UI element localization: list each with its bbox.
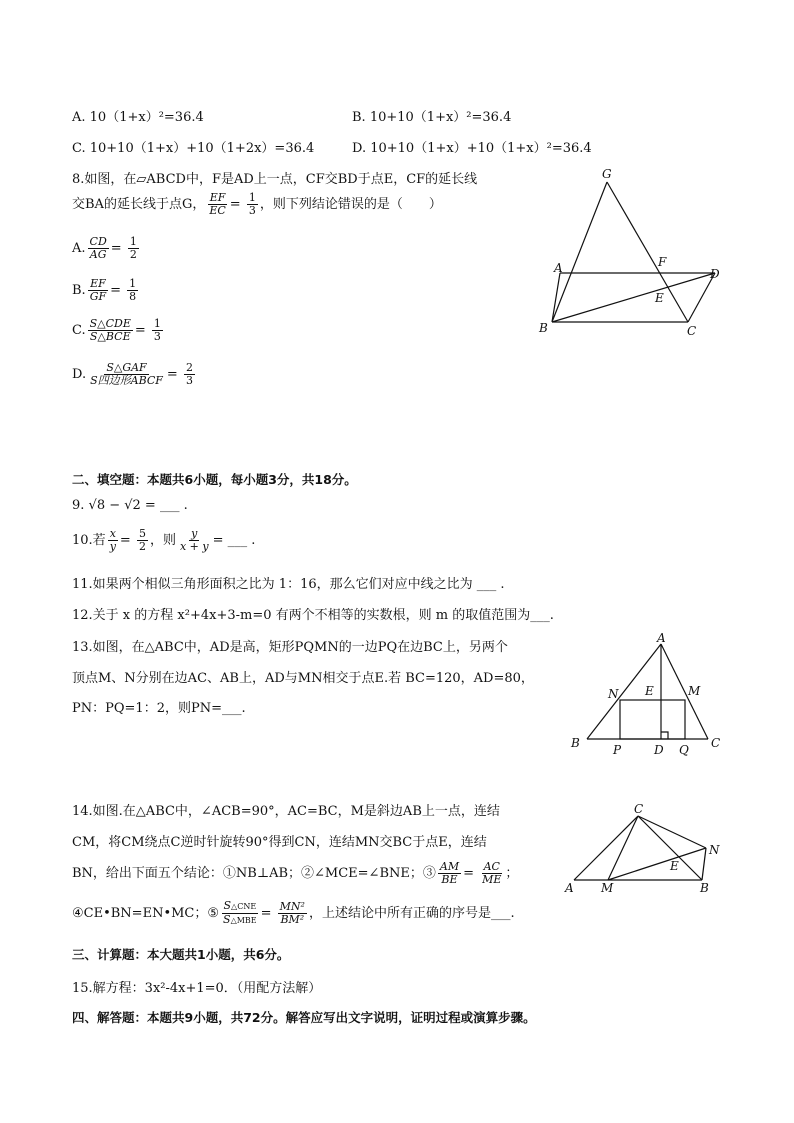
q13-triangle-figure [565,630,735,760]
q13-line3: PN：PQ=1：2，则PN=___. [72,701,246,716]
fig14-label-e: E [670,859,679,873]
fig14-label-m: M [601,881,614,895]
fig13-label-a: A [657,631,666,645]
section2-heading: 二、填空题：本题共6小题，每小题3分，共18分。 [72,472,357,487]
q8-line2: 交BA的延长线于点G， $\frac{EF}{EC}$ = $\frac{1}{3}$ ，则下列结论错误的是（ ） [72,191,442,217]
fig13-label-p: P [613,743,622,757]
q9: 9. √8 − √2 = ___ . [72,498,188,513]
fig13-label-c: C [711,736,721,750]
q14-line2: CM，将CM绕点C逆时针旋转90°得到CN，连结MN交BC于点E，连结 [72,835,487,850]
fig8-label-e: E [655,291,664,305]
fig8-label-a: A [554,261,563,275]
fig13-label-m: M [688,684,701,698]
q13-line1: 13.如图，在△ABC中，AD是高，矩形PQMN的一边PQ在边BC上，另两个 [72,640,508,655]
section4-heading: 四、解答题：本题共9小题，共72分。解答应写出文字说明，证明过程或演算步骤。 [72,1010,536,1025]
fig8-label-f: F [658,255,667,269]
q11: 11.如果两个相似三角形面积之比为 1：16，那么它们对应中线之比为 ___ . [72,577,505,592]
fig14-label-a: A [565,881,574,895]
q14-line3: BN，给出下面五个结论：①NB⊥AB；②∠MCE=∠BNE；③ $\frac{AM}{BE}$ = $\frac{AC}{ME}$ ； [72,860,519,886]
q8-option-b: B. $\frac{EF}{GF}$ = $\frac{1}{8}$ [72,277,137,303]
q8-condition-value: $\frac{1}{3}$ [248,191,256,217]
q15: 15.解方程：3x²-4x+1=0．（用配方法解） [72,981,322,996]
q7-option-a: A. 10（1+x）²=36.4 [72,110,204,125]
fig8-label-d: D [710,267,720,281]
q10: 10.若 $\frac{x}{y}$ = $\frac{5}{2}$ ，则 $\frac{y}{x + y}$ = ___ . [72,527,256,553]
q8-line2-post: ，则下列结论错误的是（ ） [259,197,442,212]
q8-option-c: C. $\frac{\text{S△CDE}}{\text{S△BCE}}$ = $\frac{1}{3}$ [72,317,161,343]
fig13-label-d: D [654,743,664,757]
q13-line2: 顶点M、N分别在边AC、AB上，AD与MN相交于点E.若 BC=120，AD=80， [72,671,534,686]
q8-line2-pre: 交BA的延长线于点G， [72,197,206,212]
q14-line1: 14.如图.在△ABC中，∠ACB=90°，AC=BC，M是斜边AB上一点，连结 [72,804,500,819]
fig14-label-b: B [700,881,709,895]
fig8-label-c: C [687,324,697,338]
fig13-label-n: N [608,687,619,701]
fig14-label-c: C [634,802,644,816]
fig13-label-q: Q [679,743,689,757]
fig13-label-b: B [571,736,580,750]
q7-option-c: C. 10+10（1+x）+10（1+2x）=36.4 [72,141,315,156]
q8-parallelogram-figure [530,160,730,340]
q8-condition-fraction: $\frac{EF}{EC}$ [209,191,226,217]
section3-heading: 三、计算题：本大题共1小题，共6分。 [72,947,290,962]
fig14-label-n: N [709,843,720,857]
q8-line1: 8.如图，在▱ABCD中，F是AD上一点，CF交BD于点E，CF的延长线 [72,172,478,187]
q14-triangle-figure [560,800,735,900]
fig8-label-g: G [602,167,612,181]
q8-option-d: D. $\frac{\text{S△GAF}}{\text{S四边形ABCF}}$ = $\frac{2}{3}$ [72,361,193,387]
q7-option-d: D. 10+10（1+x）+10（1+x）²=36.4 [352,141,592,156]
fig8-label-b: B [539,321,548,335]
q14-line4: ④CE•BN=EN•MC；⑤ $\frac{\text{S△CNE}}{\text{S△MBE}}$ = $\frac{\text{MN²}}{\text{BM²}}$ ，上述结论中所有正确的序号是___. [72,899,515,926]
q7-option-b: B. 10+10（1+x）²=36.4 [352,110,512,125]
fig13-label-e: E [645,684,654,698]
q8-option-a: A. $\frac{CD}{AG}$ = $\frac{1}{2}$ [72,235,137,261]
q12: 12.关于 x 的方程 x²+4x+3-m=0 有两个不相等的实数根，则 m 的取值范围为___. [72,608,554,623]
